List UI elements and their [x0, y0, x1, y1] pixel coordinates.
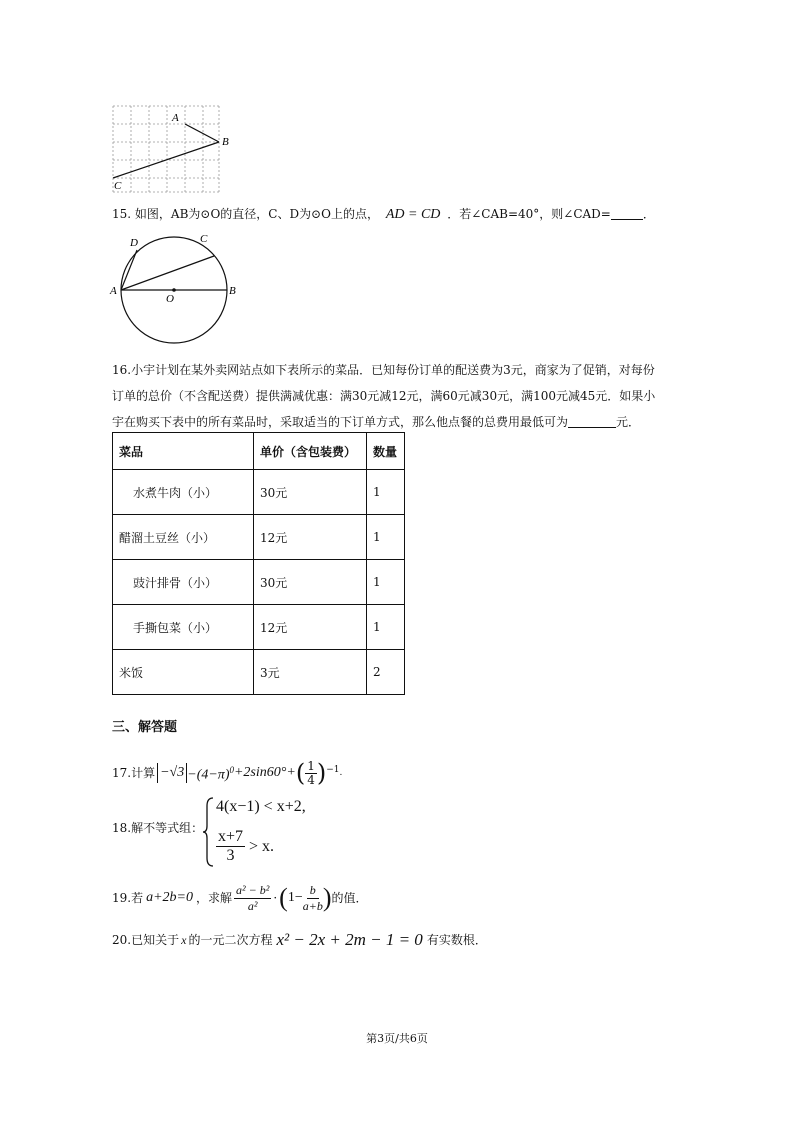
q18-line2-rest: > x.: [249, 837, 275, 855]
q20-number: 20.: [112, 933, 132, 947]
q20-equation: x² − 2x + 2m − 1 = 0: [276, 930, 423, 949]
q19-condition: a+2b=0: [146, 890, 194, 905]
cell-price: 12元: [254, 515, 367, 560]
q18-frac: [216, 828, 245, 865]
cell-qty: 1: [367, 470, 405, 515]
table-row: [113, 560, 405, 605]
label-c: C: [114, 180, 122, 192]
q17-frac-num: 1: [307, 758, 315, 773]
q19-frac2-num: b: [307, 883, 319, 899]
label-o: O: [166, 293, 174, 305]
q15-text-a: 如图，AB为⊙O的直径，C、D为⊙O上的点，: [134, 207, 379, 221]
question-18-label: [112, 818, 203, 838]
q17-number: 17.: [112, 766, 132, 780]
cell-dish: 水煮牛肉（小）: [113, 470, 254, 515]
question-20: [112, 930, 487, 950]
page-footer: 第3页/共6页: [366, 1032, 428, 1045]
q19-one-minus: 1−: [287, 890, 303, 905]
chord-ac: [121, 256, 214, 290]
cell-price: 30元: [254, 470, 367, 515]
q19-number: 19.: [112, 891, 132, 905]
cell-dish: 豉汁排骨（小）: [113, 560, 254, 605]
q19-frac1-den: a²: [247, 898, 258, 913]
cell-qty: 1: [367, 515, 405, 560]
grid-figure: [110, 104, 240, 194]
q20-var: x: [181, 933, 187, 947]
q18-text: 解不等式组：: [131, 821, 204, 835]
q17-expr-c: +2sin60°+: [233, 765, 296, 780]
q17-abs-inner: −√3: [160, 765, 185, 780]
q17-end: .: [339, 768, 343, 778]
q19-text-b: ，求解: [196, 891, 233, 905]
q20-text-b: 的一元二次方程: [188, 933, 273, 947]
q16-line1: 小宇计划在某外卖网站点如下表所示的菜品．已知每份订单的配送费为3元，商家为了促销，对每份: [131, 363, 655, 377]
question-15: [112, 204, 655, 225]
center-o: [172, 288, 176, 292]
section-title: 三、解答题: [112, 720, 178, 735]
label-a: A: [110, 285, 117, 297]
q17-frac-den: 4: [307, 772, 315, 787]
q17-frac: [305, 760, 317, 787]
label-d: D: [130, 237, 138, 249]
q20-text-c: 有实数根．: [426, 933, 487, 947]
q17-paren-frac: ( $\frac{1}{4}$ ) $^{-1}$: [295, 758, 340, 787]
q19-frac2: [303, 883, 323, 914]
q19-frac1-num: a² − b²: [236, 882, 270, 897]
label-a: A: [172, 112, 179, 124]
q17-exp-neg: −1: [326, 764, 340, 775]
header-price: 单价（含包装费）: [254, 433, 367, 470]
q16-number: 16.: [112, 363, 132, 377]
question-17: [112, 756, 342, 790]
answer-blank-16[interactable]: [568, 413, 616, 428]
q18-line1: 4(x−1) < x+2,: [216, 798, 306, 815]
q15-end: ．: [642, 207, 655, 221]
header-qty: 数量: [367, 433, 405, 470]
cell-price: 30元: [254, 560, 367, 605]
q17-expr-b-text: −(4−π): [187, 767, 230, 783]
label-b: B: [222, 136, 229, 148]
q19-dot: ·: [273, 891, 278, 905]
cell-dish: 手撕包菜（小）: [113, 605, 254, 650]
q18-frac-den: 3: [226, 847, 235, 864]
q17-abs: [157, 763, 187, 783]
q18-line2: [216, 828, 274, 865]
question-19: [112, 878, 368, 918]
header-dish: 菜品: [113, 433, 254, 470]
cell-qty: 1: [367, 605, 405, 650]
table-header-row: [113, 433, 405, 470]
segment-ab: [185, 124, 219, 142]
q17-expr-b: [187, 760, 234, 786]
table-row: [113, 515, 405, 560]
cell-price: 12元: [254, 605, 367, 650]
label-c: C: [200, 233, 208, 245]
q18-frac-num: x+7: [218, 828, 244, 845]
menu-table: [112, 432, 405, 695]
q19-frac1: [234, 883, 271, 914]
q20-text-a: 已知关于: [131, 933, 180, 947]
cell-qty: 2: [367, 650, 405, 695]
q18-number: 18.: [112, 821, 132, 835]
answer-blank-15[interactable]: [611, 205, 643, 220]
q15-condition: AD = CD: [385, 207, 441, 222]
brace-icon: [203, 796, 215, 868]
cell-dish: 醋溜土豆丝（小）: [113, 515, 254, 560]
table-row: [113, 650, 405, 695]
q16-end: 元．: [616, 415, 641, 429]
question-16: [112, 360, 655, 438]
q19-frac2-den: a+b: [302, 898, 323, 913]
table-row: [113, 605, 405, 650]
q15-text-b: ．若∠CAB=40°，则∠CAD=: [447, 207, 611, 221]
q15-number: 15.: [112, 207, 132, 221]
label-b: B: [229, 285, 236, 297]
cell-qty: 1: [367, 560, 405, 605]
cell-price: 3元: [254, 650, 367, 695]
q17-text: 计算: [131, 766, 156, 780]
q19-paren: ( 1− $\frac{b}{a+b}$ ): [279, 882, 332, 913]
q16-line3: 宇在购买下表中的所有菜品时，采取适当的下订单方式，那么他点餐的总费用最低可为: [112, 415, 569, 429]
q16-line2: 订单的总价（不含配送费）提供满减优惠：满30元减12元，满60元减30元，满100元减45元．如果小: [112, 389, 656, 403]
q17-exp-zero: 0: [229, 765, 234, 776]
q19-text-a: 若: [131, 891, 144, 905]
table-row: [113, 470, 405, 515]
chord-ad: [121, 250, 137, 290]
q19-text-c: 的值．: [331, 891, 368, 905]
circle-figure: [108, 228, 248, 346]
cell-dish: 米饭: [113, 650, 254, 695]
